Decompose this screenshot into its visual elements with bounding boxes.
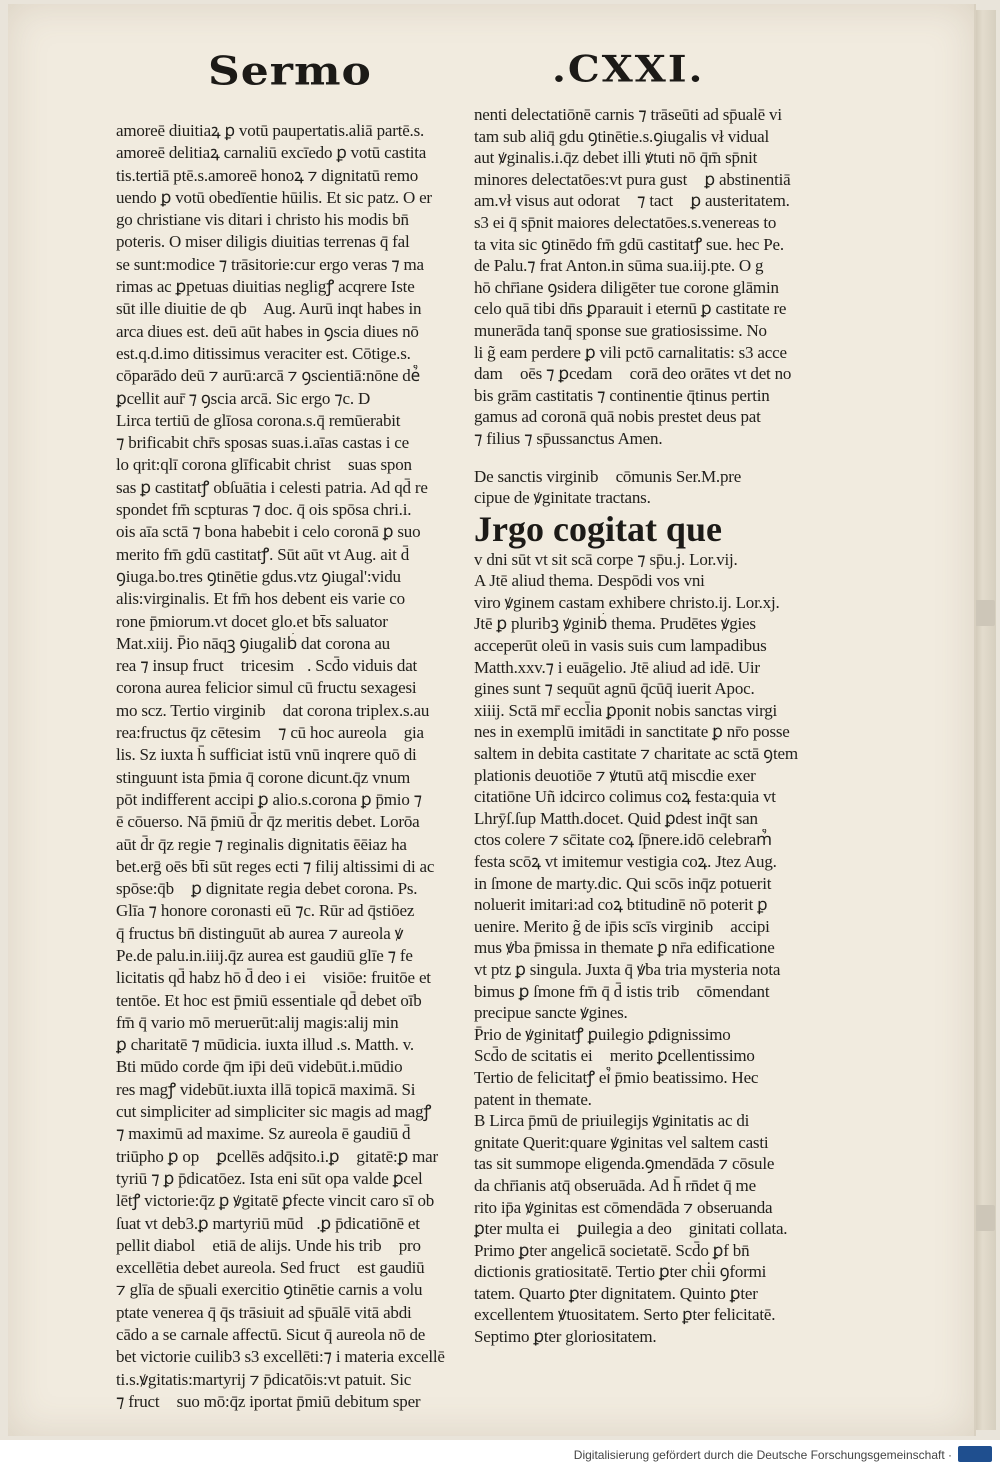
- text-line: aut ꝟginalis.i.q̄z debet illi ꝟtuti nō q̄m̄ sp̄nit: [474, 148, 758, 168]
- text-line: amoreē diuitiaꝝ ꝑ votū paupertatis.aliā partē.s.: [116, 121, 425, 140]
- dfg-logo: [958, 1446, 992, 1462]
- text-line: noluerit imitari:ad coꝝ btitudinē nō poterit ꝑ: [474, 895, 768, 915]
- text-line: licitatis qd̄ habz hō d̄ deo i ei᷒ visiōe: fruitōe et: [116, 968, 431, 988]
- text-line: cut simpliciter ad simpliciter sic magis ad magꝭ: [116, 1102, 432, 1122]
- text-line: alis:virginalis. Et fm̄ hos debent eis varie co: [116, 589, 405, 609]
- text-line: viro ꝟginem castam exhibere christo.ij. Lor.xj.: [474, 592, 780, 612]
- text-line: poteris. O miser diligis diuitias terrenas q̄ fal: [116, 232, 410, 252]
- text-line: de Palu.⁊ frat Anton.in sūma sua.iij.pte. O g: [474, 256, 764, 276]
- text-line: patent in themate.: [474, 1089, 592, 1109]
- text-line: rone p̄miorum.vt docet glo.et bt̄s saluator᷒: [116, 611, 401, 631]
- text-line: mus ꝟba p̄missa in themate ꝑ nr̄a edificatione: [474, 938, 775, 958]
- folio-number: .CXXI.: [552, 48, 705, 91]
- text-line: ptate venerea q̄ q̄s trāsiuit ad sp̄uālē vitā abdi: [116, 1302, 412, 1322]
- text-line: lo qrit:qlī corona glīficabit christ᷒ suas spon: [116, 455, 412, 475]
- text-line: ꝑcellit aur̄ ⁊ ꝯscia arcā. Sic ergo ⁊c. D: [116, 388, 371, 408]
- text-line: bet victorie cuilib3 s3 excellēti:⁊ i materia excellē: [116, 1347, 445, 1367]
- text-line: amoreē delitiaꝝ carnaliū excīedo ꝑ votū castita: [116, 143, 427, 163]
- text-line: arca diues est. deū aūt habes in ꝯscia diues nō: [116, 321, 419, 341]
- left-text-column: [116, 120, 452, 1413]
- text-line: bis grām castitatis ⁊ continentie q̄tinus pertin: [474, 385, 770, 405]
- text-line: merito fm̄ gdū castitatꝭ. Sūt aūt vt Aug. ait d̄: [116, 544, 410, 564]
- funding-credit: Digitalisierung gefördert durch die Deutsche Forschungsgemeinschaft ·: [573, 1448, 952, 1462]
- text-line: Scd̄o de scitatis ei᷒ merito ꝑcellentissimo: [474, 1046, 755, 1066]
- text-line: cādo a se carnale affectū. Sicut q̄ aureola nō de: [116, 1325, 426, 1345]
- text-line: excellētia debet aureola. Sed fruct᷒ est gaudiū: [116, 1258, 425, 1278]
- text-line: Septimo ꝑter gloriositatem.: [474, 1327, 657, 1347]
- text-line: ti.s.ꝟgitatis:martyrij ⁊ p̄dicatōis:vt patuit. Sic: [116, 1369, 412, 1389]
- text-line: triūpho ꝑ op᷒ ꝑcellēs adq̄sito.i.ꝑ ꝟgitatē:ꝑ mar: [116, 1146, 438, 1166]
- heading-line: De sanctis virginib᷒ cōmunis Ser.M.pre: [474, 466, 742, 486]
- text-line: rea:fructus q̄z cētesim᷒ ⁊ cū hoc aureola ꝟgia: [116, 723, 424, 743]
- text-line: Mat.xiij. P̄io nāqꝫ ꝯiugalib᷒ dat corona au: [116, 633, 390, 653]
- text-line: uendo ꝑ votū obedīentie hūilis. Et sic patz. O er: [116, 187, 432, 207]
- text-line: saltem in debita castitate ⁊ charitate ac sctā ꝯtem: [474, 744, 798, 764]
- text-line: aūt d̄r q̄z regie ⁊ reginalis dignitatis ēēiaz ha: [116, 834, 407, 854]
- text-line: nes in exemplū imitādi in sanctitate ꝑ nr̄o posse: [474, 722, 790, 742]
- text-line: est.q.d.imo ditissimus veraciter est. Cōtige.s.: [116, 343, 411, 363]
- text-line: minores delectatōes:vt pura gust᷒ ꝑ abstinentiā: [474, 169, 791, 189]
- right-column-top-text: [474, 104, 826, 450]
- text-line: dam᷒ oēs ⁊ ꝑcedam᷒ corā deo orātes vt det no: [474, 364, 792, 384]
- text-line: lētꝭ victorie:q̄z ꝑ ꝟgitatē ꝑfecte vincit caro sī ob: [116, 1191, 435, 1211]
- text-line: munerāda tanq̄ sponse sue gratiosissime. No: [474, 320, 767, 340]
- text-line: v dni sūt vt sit scā corpe ⁊ sp̄u.j. Lor.vij.: [474, 549, 738, 569]
- text-line: Jtē ꝑ pluribꝫ ꝟginib᷒ thema. Prudētes ꝟgies: [474, 614, 756, 634]
- text-line: plationis deuotiōe ⁊ ꝟtutū atq̄ miscdie exer: [474, 765, 756, 785]
- text-line: da chr̄ianis atq̄ obseruāda. Ad h̄ rn̄det q̄ me: [474, 1175, 756, 1195]
- incipit-display: Jrgo cogitat que: [474, 508, 722, 549]
- text-line: Matth.xxv.⁊ i euāgelio. Jtē aliud ad idē. Uir: [474, 657, 760, 677]
- text-line: tentōe. Et hoc est p̄miū essentiale qd̄ debet oīb᷒: [116, 990, 435, 1010]
- text-line: Lhrȳſ.ſup Matth.docet. Quid ꝑdest inq̄t san: [474, 808, 758, 828]
- text-line: ⁊ glīa de sp̄uali exercitio ꝯtinētie carnis a volu: [116, 1280, 423, 1300]
- text-line: mo scz. Tertio virginib᷒ dat corona triplex.s.au: [116, 700, 430, 720]
- text-line: hō chr̄iane ꝯsidera diligēter tue corone glāmin: [474, 277, 779, 297]
- text-line: B Lirca p̄mū de priuilegijs ꝟginitatis ac di: [474, 1111, 750, 1131]
- text-line: sas ꝑ castitatꝭ obſuātia i celesti patria. Ad qd̄ re: [116, 477, 428, 497]
- text-line: in ſmone de marty.dic. Qui scōs inq̄z potuerit: [474, 873, 772, 893]
- digitization-footer: [0, 1440, 1000, 1469]
- text-line: Pe.de palu.in.iiij.q̄z aurea est gaudiū glīe ⁊ fe: [116, 945, 413, 965]
- text-line: res magꝭ videbūt.iuxta illā topicā maximā. Si: [116, 1079, 416, 1099]
- text-line: sūt ille diuitie de qb᷒ Aug. Aurū inqt habes in: [116, 299, 422, 319]
- text-line: A Jtē aliud thema. Despōdi vos vni: [474, 571, 705, 591]
- text-line: pōt indifferent accipi ꝑ alio.s.corona ꝑ p̄mio ⁊: [116, 789, 422, 809]
- text-line: precipue sancte ꝟgines.: [474, 1003, 628, 1023]
- text-line: ꝯiuga.bo.tres ꝯtinētie gdus.vtz ꝯiugal':vidu: [116, 566, 401, 586]
- text-line: fm̄ q̄ vario mō meruerūt:alij magis:alij min᷒: [116, 1012, 412, 1032]
- text-line: cōparādo deū ⁊ aurū:arcā ⁊ ꝯscientiā:nōne de᷒: [116, 366, 420, 386]
- text-line: acceperūt oleū in vasis suis cum lampadibus: [474, 636, 767, 656]
- text-line: ⁊ fruct᷒ suo mō:q̄z iportat p̄miū debitum sper: [116, 1391, 421, 1411]
- text-line: ⁊ filius ⁊ sp̄ussanctus Amen.: [474, 428, 663, 448]
- text-line: dictionis gratiositatē. Tertio ꝑter chi̇i ꝯformi: [474, 1262, 767, 1282]
- text-line: Lirca tertiū de glīosa corona.s.q̄ remūerabit: [116, 410, 401, 430]
- text-line: nenti delectatiōnē carnis ⁊ trāseūti ad sp̄ualē vi: [474, 105, 782, 124]
- text-line: gines sunt ⁊ sequūt agnū q̄cūq̄ iuerit Apoc.: [474, 679, 755, 699]
- text-line: rea ⁊ insup fruct᷒ tricesim᷒. Scd̄o viduis dat: [116, 656, 418, 676]
- text-line: vt ptz ꝑ singula. Juxta q̄ ꝟba tria mysteria nota: [474, 959, 781, 979]
- text-line: rito ip̄a ꝟginitas est cōmendāda ⁊ obseruanda: [474, 1197, 773, 1217]
- text-line: excellentem ꝟtuositatem. Serto ꝑter felicitatē.: [474, 1305, 776, 1325]
- text-line: li g̃ eam perdere ꝑ vili pctō carnalitatis: s3 acce: [474, 342, 787, 362]
- running-head-left: Sermo: [208, 48, 372, 95]
- text-line: gamus ad coronā quā nobis prestet deus pat: [474, 407, 761, 427]
- sermon-heading: [474, 466, 826, 509]
- heading-line: cipue de ꝟginitate tractans.: [474, 488, 651, 508]
- text-line: tam sub aliq̄ gdu ꝯtinētie.s.ꝯiugalis vł vidual: [474, 126, 770, 146]
- right-column-body-text: [474, 549, 826, 1348]
- text-line: xiiij. Sctā mr̄ eccl̄ia ꝑponit nobis sanctas virgi: [474, 700, 778, 720]
- text-line: ꝑter multa ei᷒ ꝑuilegia a deo ꝟginitati collata.: [474, 1219, 788, 1239]
- text-line: ctos colere ⁊ sc̄itate coꝝ ſp̄nere.idō celebram᷒: [474, 830, 772, 850]
- text-line: spōse:q̄b᷒ ꝑ dignitate regia debet corona. Ps.: [116, 879, 418, 899]
- text-line: ta vita sic ꝯtinēdo fm̄ gdū castitatꝭ sue. hec Pe.: [474, 234, 784, 254]
- text-line: ē cōuerso. Nā p̄miū d̄r q̄z meritis debet. Lorōa: [116, 812, 420, 832]
- text-line: Tertio de felicitatꝭ ei᷒ p̄mio beatissimo. Hec: [474, 1067, 759, 1087]
- text-line: festa scōꝝ vt imitemur vestigia coꝝ. Jtez Aug.: [474, 852, 777, 871]
- right-text-column: [474, 104, 826, 1348]
- text-line: ſuat vt deb3.ꝑ martyriū mūd᷒.ꝑ p̄dicatiōnē et: [116, 1213, 420, 1233]
- text-line: se sunt:modice ⁊ trāsitorie:cur ergo veras ⁊ ma: [116, 254, 424, 274]
- text-line: spondet fm̄ scpturas ⁊ doc. q̄ ois spōsa chri.i.: [116, 500, 412, 520]
- text-line: Glīa ⁊ honore coronasti eū ⁊c. Rūr ad q̄stiōez: [116, 901, 415, 921]
- text-line: ⁊ maximū ad maxime. Sz aureola ē gaudiū d̄: [116, 1124, 411, 1144]
- text-line: ⁊ brificabit chr̄s sposas suas.i.aīas castas i ce: [116, 433, 409, 453]
- text-line: s3 ei q̄ sp̄nit maiores delectatōes.s.venereas to: [474, 212, 777, 232]
- text-line: Primo ꝑter angelicā societatē. Scd̄o ꝑf bn̄: [474, 1240, 750, 1260]
- text-line: tis.tertiā ptē.s.amoreē honoꝝ ⁊ dignitatū remo: [116, 165, 419, 185]
- text-line: bet.erḡ oēs bt̄i sūt reges ecti ⁊ filij altissimi di ac: [116, 856, 435, 876]
- text-line: ois aīa sctā ⁊ bona habebit i celo coronā ꝑ suo: [116, 522, 421, 542]
- text-line: stinguunt ista p̄mia q̄ corone dicunt.q̄z vnum: [116, 767, 411, 787]
- text-line: tas sit summope eligenda.ꝯmendāda ⁊ cōsule: [474, 1154, 775, 1174]
- text-line: q̄ fructus bn̄ distinguūt ab aurea ⁊ aureola ꝟ: [116, 923, 404, 943]
- text-line: ꝑ charitatē ⁊ mūdicia. iuxta illud .s. Matth. v.: [116, 1035, 414, 1055]
- text-line: tatem. Quarto ꝑter dignitatem. Quinto ꝑter: [474, 1283, 758, 1303]
- text-line: Bti mūdo corde q̄m ip̄i deū videbūt.i.mūdio: [116, 1057, 403, 1077]
- text-line: celo quā tibi dn̄s ꝑparauit i eternū ꝑ castitate re: [474, 299, 787, 319]
- text-line: tyriū ⁊ ꝑ p̄dicatōez. Ista eni sūt opa valde ꝑcel: [116, 1168, 423, 1188]
- text-line: lis. Sz iuxta h̄ sufficiat istū vnū inqrere quō di: [116, 745, 417, 765]
- text-line: gnitate Querit:quare ꝟginitas vel saltem casti: [474, 1132, 769, 1152]
- text-line: rimas ac ꝑpetuas diuitias negligꝭ acqrere Iste: [116, 277, 415, 297]
- text-line: P̄rio de ꝟginitatꝭ ꝑuilegio ꝑdignissimo: [474, 1024, 731, 1044]
- text-line: go christiane vis ditari i christo his modis bn̄: [116, 210, 409, 230]
- text-line: am.vł visus aut odorat᷒ ⁊ tact᷒ ꝑ austeritatem.: [474, 191, 790, 211]
- text-line: citatiōne Uñ idcirco colimus coꝝ festa:quia vt: [474, 787, 776, 807]
- text-line: uenire. Merito g̃ de ip̄is scīs virginib᷒ accipi: [474, 916, 770, 936]
- text-line: corona aurea felicior simul cū fructu sexagesi: [116, 678, 417, 698]
- text-line: pellit diabol᷒ etiā de alijs. Unde his trib᷒ pro: [116, 1235, 421, 1255]
- text-line: bimus ꝑ ſmone fm̄ q̄ d̄ istis trib᷒ cōmendant: [474, 981, 770, 1001]
